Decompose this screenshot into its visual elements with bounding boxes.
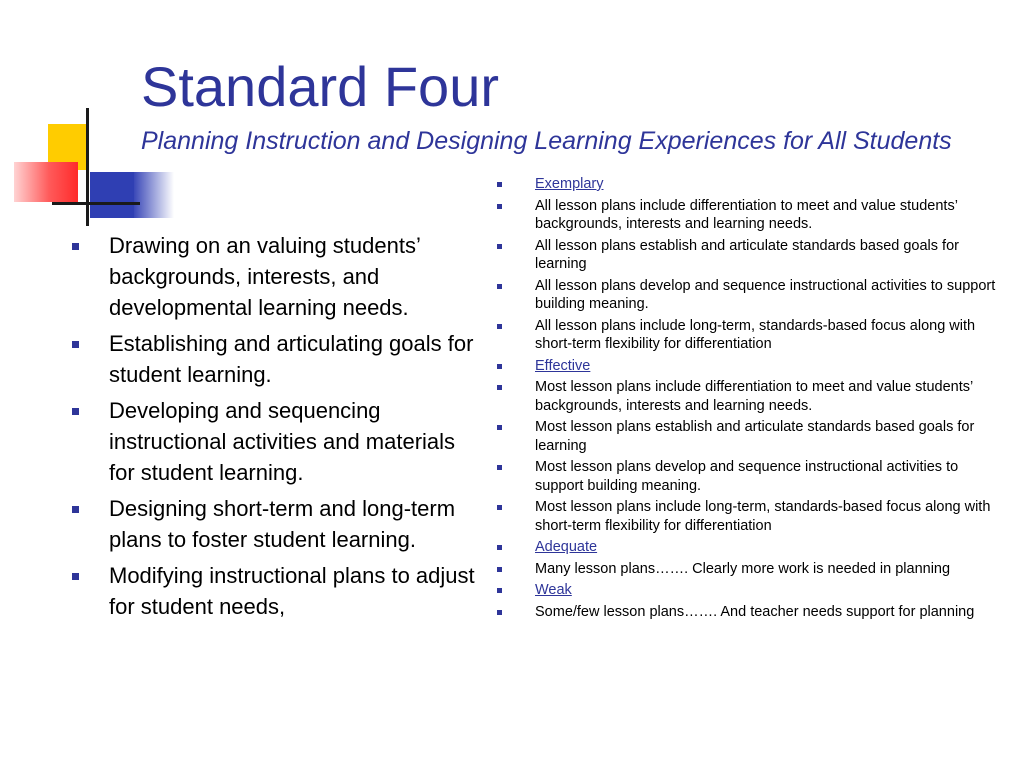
criteria-item: Establishing and articulating goals for student learning.	[72, 328, 482, 390]
rubric-item: All lesson plans include long-term, standards-based focus along with short-term flexibility for differentiation	[497, 317, 997, 354]
rubric-item: Most lesson plans establish and articulate standards based goals for learning	[497, 418, 997, 455]
slide-subtitle: Planning Instruction and Designing Learning Experiences for All Students	[141, 127, 952, 155]
rubric-item: Most lesson plans develop and sequence instructional activities to support building meaning.	[497, 458, 997, 495]
rubric-list	[497, 175, 997, 624]
slide-title: Standard Four	[141, 55, 499, 118]
rubric-item: Some/few lesson plans……. And teacher needs support for planning	[497, 603, 997, 622]
rubric-item: Most lesson plans include differentiation to meet and value students’ backgrounds, interests and learning needs.	[497, 378, 997, 415]
decorative-horizontal-line	[52, 202, 140, 205]
criteria-item: Drawing on an valuing students’ backgrounds, interests, and developmental learning needs.	[72, 230, 482, 323]
rubric-item: Many lesson plans……. Clearly more work is needed in planning	[497, 560, 997, 579]
criteria-item: Designing short-term and long-term plans to foster student learning.	[72, 493, 482, 555]
rubric-level-adequate	[497, 538, 997, 557]
adequate-link[interactable]: Adequate	[535, 539, 598, 555]
decorative-vertical-line	[86, 108, 89, 226]
exemplary-link[interactable]: Exemplary	[535, 176, 604, 192]
rubric-level-weak	[497, 581, 997, 600]
criteria-item: Developing and sequencing instructional activities and materials for student learning.	[72, 395, 482, 488]
rubric-item: All lesson plans develop and sequence instructional activities to support building meaning.	[497, 277, 997, 314]
decorative-red-gradient-bar	[14, 162, 78, 202]
weak-link[interactable]: Weak	[535, 582, 572, 598]
decorative-blue-gradient	[134, 172, 174, 218]
rubric-item: All lesson plans establish and articulate standards based goals for learning	[497, 237, 997, 274]
rubric-item: Most lesson plans include long-term, standards-based focus along with short-term flexibility for differentiation	[497, 498, 997, 535]
rubric-level-effective	[497, 357, 997, 376]
rubric-level-exemplary	[497, 175, 997, 194]
effective-link[interactable]: Effective	[535, 357, 591, 374]
criteria-item: Modifying instructional plans to adjust for student needs,	[72, 560, 482, 622]
standard-criteria-list	[72, 230, 482, 627]
rubric-item: All lesson plans include differentiation to meet and value students’ backgrounds, interests and learning needs.	[497, 197, 997, 234]
decorative-blue-square	[90, 172, 134, 218]
